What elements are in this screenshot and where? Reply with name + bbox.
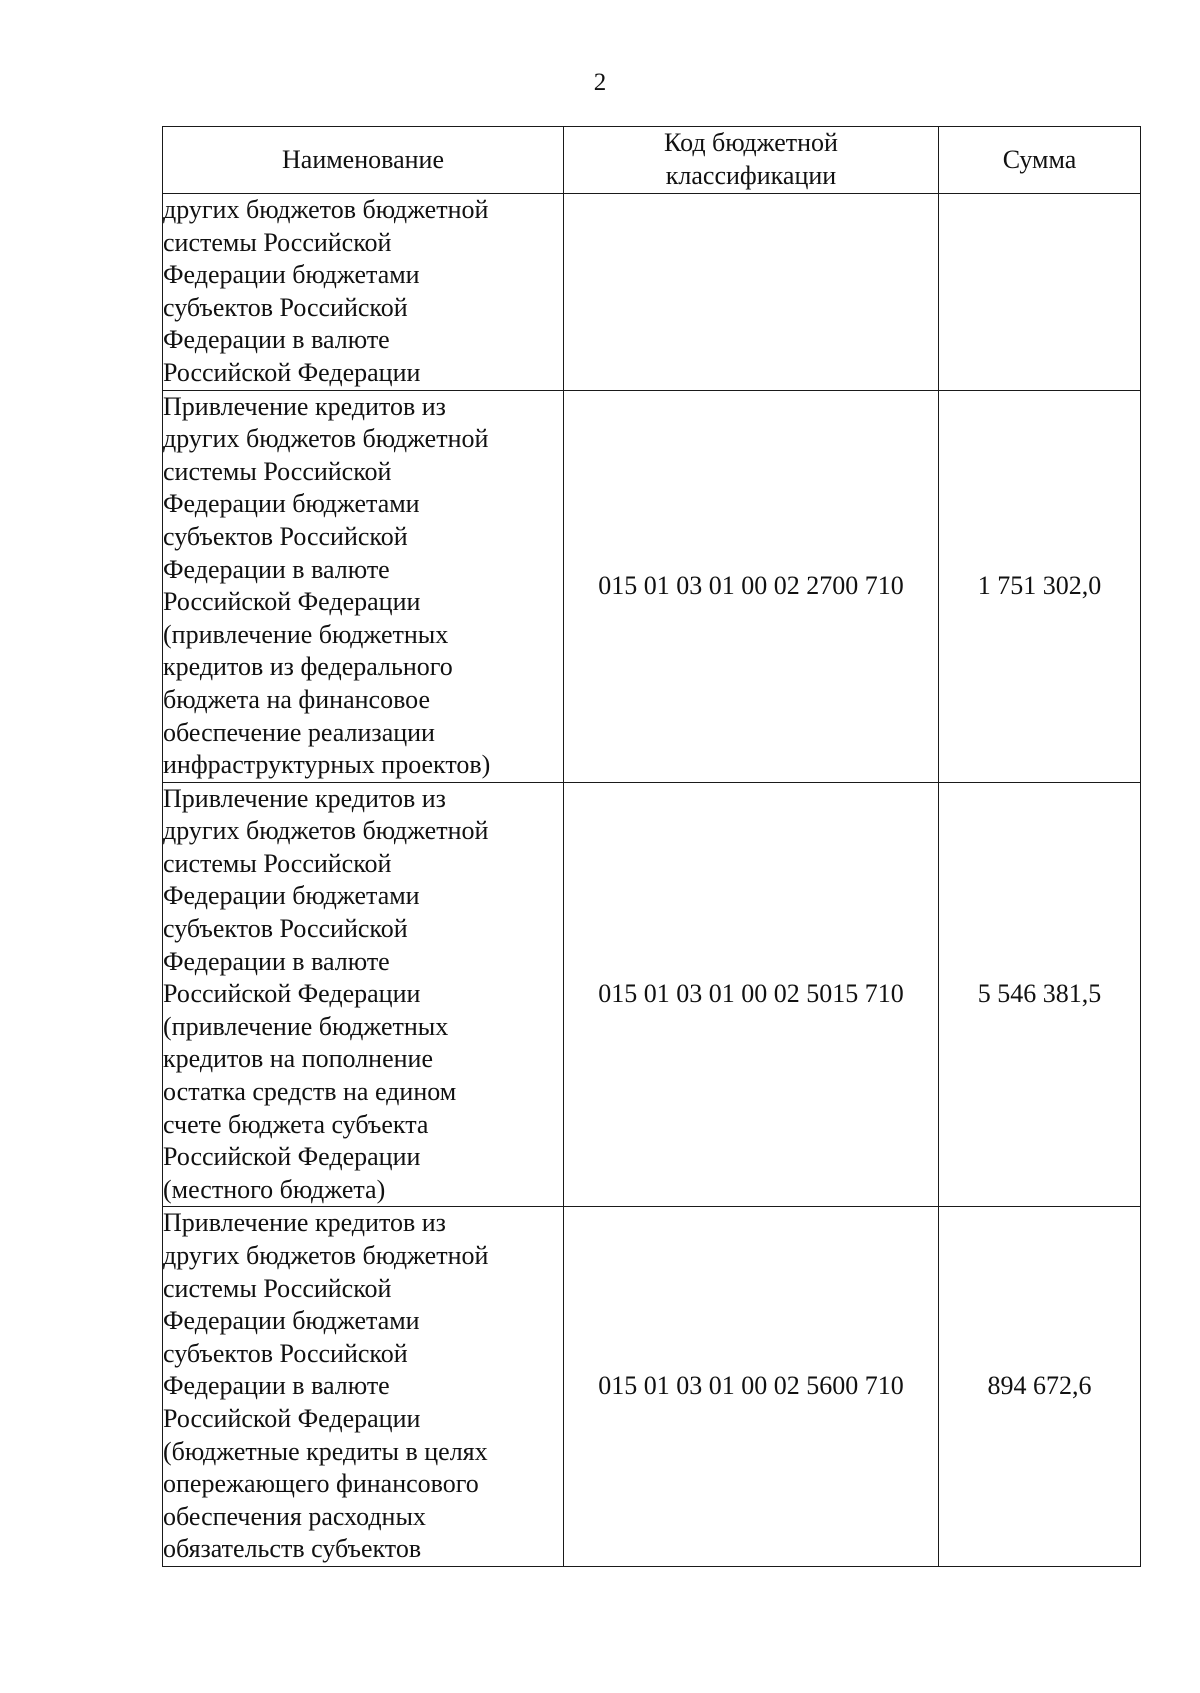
row-name-line: субъектов Российской [163,521,408,551]
row-name-line: Федерации в валюте [163,1371,390,1401]
row-name-cell [163,1207,564,1567]
row-name-cell [163,390,564,782]
row-name-line: кредитов на пополнение [163,1044,434,1074]
row-code-cell: 015 01 03 01 00 02 5015 710 [564,782,939,1207]
table-body [163,194,1141,1567]
row-name-line: других бюджетов бюджетной [163,816,489,846]
table-header-row [163,127,1141,194]
row-sum-cell: 5 546 381,5 [939,782,1141,1207]
row-name-line: Федерации бюджетами [163,881,420,911]
page-number: 2 [593,69,607,96]
row-name-line: системы Российской [163,227,392,257]
row-name-line: (привлечение бюджетных [163,619,449,649]
row-name-line: Российской Федерации [163,979,421,1009]
budget-sources-table [162,126,1141,1567]
row-name-line: Российской Федерации [163,1142,421,1172]
row-name-line: других бюджетов бюджетной [163,195,489,224]
header-code-line-1: Код бюджетной [664,128,838,158]
row-name-line: Российской Федерации [163,357,421,387]
row-name-line: остатка средств на едином [163,1077,457,1107]
row-name-line: инфраструктурных проектов) [163,750,491,780]
row-name-line: Федерации бюджетами [163,1306,420,1336]
row-name-line: других бюджетов бюджетной [163,424,489,454]
row-sum-cell: 894 672,6 [939,1207,1141,1567]
table-row [163,390,1141,782]
row-name-line: обеспечение реализации [163,717,435,747]
row-name-line: Российской Федерации [163,587,421,617]
row-name-line: Федерации бюджетами [163,489,420,519]
table-row [163,782,1141,1207]
row-name-line: системы Российской [163,848,392,878]
row-name-line: (местного бюджета) [163,1174,386,1204]
row-name-cell [163,782,564,1207]
row-name-line: субъектов Российской [163,914,408,944]
row-name-line: бюджета на финансовое [163,684,431,714]
row-name-cell [163,194,564,391]
header-code-line-2: классификации [665,161,837,190]
row-name-line: субъектов Российской [163,292,408,322]
row-code-cell [564,194,939,391]
header-code [564,127,939,194]
row-name-line: (бюджетные кредиты в целях [163,1436,488,1466]
header-sum: Сумма [939,127,1141,194]
row-name-line: Федерации в валюте [163,554,390,584]
row-code-cell: 015 01 03 01 00 02 2700 710 [564,390,939,782]
row-name-line: системы Российской [163,456,392,486]
row-sum-cell: 1 751 302,0 [939,390,1141,782]
row-name-line: (привлечение бюджетных [163,1011,449,1041]
row-name-line: счете бюджета субъекта [163,1109,429,1139]
row-name-line: обязательств субъектов [163,1534,422,1564]
row-name-line: Привлечение кредитов из [163,391,446,421]
row-name-line: Российской Федерации [163,1403,421,1433]
table-row [163,1207,1141,1567]
table-row [163,194,1141,391]
row-sum-cell [939,194,1141,391]
row-name-line: других бюджетов бюджетной [163,1241,489,1270]
row-name-line: субъектов Российской [163,1338,408,1368]
row-name-line: Привлечение кредитов из [163,1208,446,1238]
row-name-line: Привлечение кредитов из [163,783,446,813]
row-name-line: Федерации в валюте [163,325,390,355]
row-name-line: опережающего финансового [163,1469,479,1499]
row-code-cell: 015 01 03 01 00 02 5600 710 [564,1207,939,1567]
row-name-line: обеспечения расходных [163,1501,426,1531]
row-name-line: Федерации в валюте [163,946,390,976]
row-name-line: системы Российской [163,1273,392,1303]
row-name-line: кредитов из федерального [163,652,453,682]
header-name: Наименование [163,127,564,194]
row-name-line: Федерации бюджетами [163,260,420,290]
